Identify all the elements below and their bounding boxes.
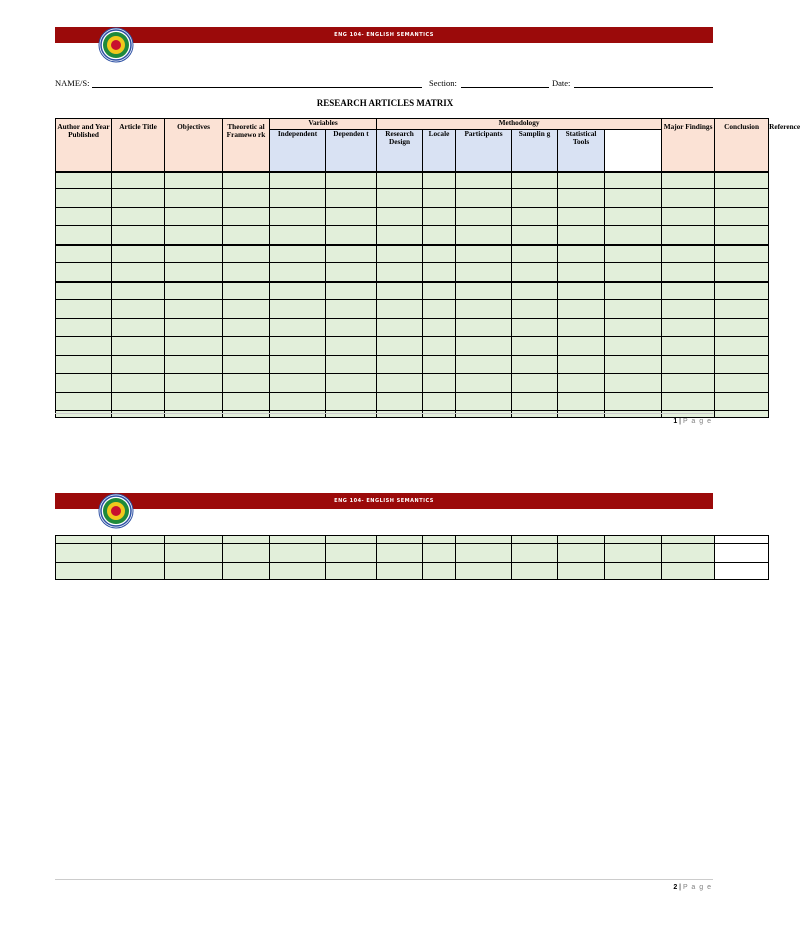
matrix-cell[interactable] <box>605 393 662 411</box>
matrix-cell[interactable] <box>326 300 377 319</box>
matrix-cell[interactable] <box>223 393 270 411</box>
matrix-cell[interactable] <box>165 536 223 544</box>
matrix-cell[interactable] <box>112 319 165 337</box>
matrix-cell[interactable] <box>605 563 662 580</box>
matrix-cell[interactable] <box>512 337 558 356</box>
matrix-cell[interactable] <box>662 300 715 319</box>
matrix-cell[interactable] <box>223 563 270 580</box>
research-articles-matrix: Author and Year Published Article Title Objectives Theoretic al Framewo rk Variables Methodology Major Findings Conclusion Reference Independent Dependen t Research Design Locale Participants Samplin g Statistical Tools <box>55 118 769 418</box>
matrix-cell[interactable] <box>56 189 112 208</box>
matrix-cell[interactable] <box>112 563 165 580</box>
matrix-cell[interactable] <box>270 536 326 544</box>
matrix-cell[interactable] <box>423 282 456 300</box>
matrix-cell[interactable] <box>558 374 605 393</box>
matrix-cell[interactable] <box>715 536 769 544</box>
matrix-cell[interactable] <box>270 544 326 563</box>
matrix-cell[interactable] <box>715 208 769 226</box>
matrix-cell[interactable] <box>715 411 769 418</box>
matrix-cell[interactable] <box>326 263 377 282</box>
matrix-cell[interactable] <box>56 393 112 411</box>
matrix-cell[interactable] <box>512 245 558 263</box>
matrix-cell[interactable] <box>326 374 377 393</box>
matrix-cell[interactable] <box>270 226 326 245</box>
school-seal-icon <box>98 505 134 529</box>
matrix-cell[interactable] <box>715 374 769 393</box>
matrix-cell[interactable] <box>715 226 769 245</box>
matrix-cell[interactable] <box>423 319 456 337</box>
matrix-cell[interactable] <box>605 374 662 393</box>
matrix-cell[interactable] <box>662 189 715 208</box>
matrix-cell[interactable] <box>270 189 326 208</box>
matrix-cell[interactable] <box>377 300 423 319</box>
matrix-cell[interactable] <box>326 282 377 300</box>
matrix-cell[interactable] <box>423 411 456 418</box>
table-row <box>56 263 769 282</box>
matrix-cell[interactable] <box>165 208 223 226</box>
matrix-cell[interactable] <box>223 544 270 563</box>
matrix-cell[interactable] <box>56 544 112 563</box>
matrix-cell[interactable] <box>662 319 715 337</box>
matrix-cell[interactable] <box>377 282 423 300</box>
matrix-cell[interactable] <box>56 226 112 245</box>
matrix-cell[interactable] <box>605 536 662 544</box>
matrix-cell[interactable] <box>56 319 112 337</box>
matrix-cell[interactable] <box>223 300 270 319</box>
matrix-cell[interactable] <box>112 208 165 226</box>
matrix-cell[interactable] <box>456 356 512 374</box>
matrix-cell[interactable] <box>558 189 605 208</box>
section-label: Section: <box>429 78 457 88</box>
matrix-cell[interactable] <box>377 172 423 189</box>
header-statistical-tools: Statistical Tools <box>558 130 605 172</box>
matrix-cell[interactable] <box>715 337 769 356</box>
matrix-cell[interactable] <box>456 411 512 418</box>
header-author: Author and Year Published <box>56 119 112 172</box>
matrix-cell[interactable] <box>558 245 605 263</box>
matrix-cell[interactable] <box>377 208 423 226</box>
matrix-cell[interactable] <box>662 536 715 544</box>
table-row <box>56 319 769 337</box>
matrix-cell[interactable] <box>377 189 423 208</box>
matrix-cell[interactable] <box>165 245 223 263</box>
matrix-cell[interactable] <box>377 263 423 282</box>
matrix-cell[interactable] <box>423 536 456 544</box>
matrix-cell[interactable] <box>423 263 456 282</box>
matrix-cell[interactable] <box>715 544 769 563</box>
header-article-title: Article Title <box>112 119 165 172</box>
matrix-cell[interactable] <box>165 563 223 580</box>
matrix-cell[interactable] <box>456 337 512 356</box>
matrix-cell[interactable] <box>112 411 165 418</box>
matrix-cell[interactable] <box>605 245 662 263</box>
matrix-cell[interactable] <box>512 356 558 374</box>
table-row <box>56 245 769 263</box>
matrix-cell[interactable] <box>223 282 270 300</box>
matrix-cell[interactable] <box>558 208 605 226</box>
matrix-cell[interactable] <box>223 208 270 226</box>
page-2-footer-rule <box>55 879 713 880</box>
matrix-cell[interactable] <box>377 356 423 374</box>
header-theoretical-framework: Theoretic al Framewo rk <box>223 119 270 172</box>
matrix-cell[interactable] <box>558 282 605 300</box>
matrix-cell[interactable] <box>165 282 223 300</box>
header-major-findings: Major Findings <box>662 119 715 172</box>
matrix-cell[interactable] <box>662 245 715 263</box>
matrix-cell[interactable] <box>605 544 662 563</box>
matrix-cell[interactable] <box>223 536 270 544</box>
table-row <box>56 282 769 300</box>
matrix-cell[interactable] <box>456 536 512 544</box>
matrix-cell[interactable] <box>558 172 605 189</box>
matrix-cell[interactable] <box>223 356 270 374</box>
matrix-cell[interactable] <box>112 374 165 393</box>
table-row <box>56 300 769 319</box>
matrix-cell[interactable] <box>423 563 456 580</box>
matrix-cell[interactable] <box>512 263 558 282</box>
matrix-cell[interactable] <box>270 374 326 393</box>
date-label: Date: <box>552 78 571 88</box>
matrix-cell[interactable] <box>662 263 715 282</box>
matrix-cell[interactable] <box>423 208 456 226</box>
matrix-cell[interactable] <box>165 189 223 208</box>
matrix-cell[interactable] <box>326 245 377 263</box>
matrix-cell[interactable] <box>456 263 512 282</box>
matrix-cell[interactable] <box>423 226 456 245</box>
school-seal-icon <box>98 39 134 63</box>
matrix-cell[interactable] <box>715 319 769 337</box>
matrix-cell[interactable] <box>715 245 769 263</box>
table-row <box>56 544 769 563</box>
header-objectives: Objectives <box>165 119 223 172</box>
matrix-cell[interactable] <box>456 172 512 189</box>
matrix-cell[interactable] <box>605 411 662 418</box>
matrix-cell[interactable] <box>377 563 423 580</box>
table-row <box>56 374 769 393</box>
matrix-cell[interactable] <box>270 282 326 300</box>
matrix-cell[interactable] <box>326 544 377 563</box>
matrix-cell[interactable] <box>456 319 512 337</box>
table-row <box>56 337 769 356</box>
matrix-cell[interactable] <box>456 282 512 300</box>
matrix-cell[interactable] <box>512 172 558 189</box>
matrix-cell[interactable] <box>165 337 223 356</box>
matrix-cell[interactable] <box>165 172 223 189</box>
matrix-cell[interactable] <box>223 374 270 393</box>
matrix-cell[interactable] <box>377 411 423 418</box>
matrix-cell[interactable] <box>112 226 165 245</box>
matrix-cell[interactable] <box>165 300 223 319</box>
matrix-cell[interactable] <box>715 563 769 580</box>
matrix-cell[interactable] <box>326 393 377 411</box>
table-row <box>56 563 769 580</box>
matrix-cell[interactable] <box>558 536 605 544</box>
matrix-cell[interactable] <box>270 263 326 282</box>
matrix-cell[interactable] <box>558 393 605 411</box>
matrix-cell[interactable] <box>715 282 769 300</box>
matrix-cell[interactable] <box>112 337 165 356</box>
matrix-cell[interactable] <box>512 563 558 580</box>
matrix-cell[interactable] <box>423 245 456 263</box>
matrix-cell[interactable] <box>512 374 558 393</box>
matrix-cell[interactable] <box>456 563 512 580</box>
matrix-cell[interactable] <box>377 337 423 356</box>
matrix-cell[interactable] <box>223 319 270 337</box>
matrix-cell[interactable] <box>165 319 223 337</box>
matrix-cell[interactable] <box>270 245 326 263</box>
header-dependent: Dependen t <box>326 130 377 172</box>
matrix-cell[interactable] <box>512 226 558 245</box>
page-1-footer-rule <box>55 413 713 414</box>
research-articles-matrix-continued <box>55 535 769 580</box>
matrix-cell[interactable] <box>558 356 605 374</box>
names-label: NAME/S: <box>55 78 90 88</box>
header-sampling: Samplin g <box>512 130 558 172</box>
matrix-cell[interactable] <box>377 245 423 263</box>
matrix-cell[interactable] <box>558 544 605 563</box>
matrix-cell[interactable] <box>223 245 270 263</box>
matrix-cell[interactable] <box>56 563 112 580</box>
matrix-cell[interactable] <box>456 393 512 411</box>
matrix-cell[interactable] <box>512 300 558 319</box>
matrix-cell[interactable] <box>605 356 662 374</box>
matrix-cell[interactable] <box>605 319 662 337</box>
date-field[interactable] <box>574 87 713 88</box>
page-1-number: 1 | P a g e <box>673 418 712 425</box>
matrix-cell[interactable] <box>512 393 558 411</box>
matrix-cell[interactable] <box>512 282 558 300</box>
matrix-cell[interactable] <box>270 337 326 356</box>
matrix-cell[interactable] <box>56 337 112 356</box>
matrix-cell[interactable] <box>512 189 558 208</box>
matrix-cell[interactable] <box>456 208 512 226</box>
matrix-cell[interactable] <box>715 263 769 282</box>
matrix-cell[interactable] <box>662 544 715 563</box>
matrix-title: RESEARCH ARTICLES MATRIX <box>316 98 454 108</box>
matrix-cell[interactable] <box>605 282 662 300</box>
matrix-cell[interactable] <box>662 393 715 411</box>
matrix-cell[interactable] <box>112 356 165 374</box>
matrix-cell[interactable] <box>715 356 769 374</box>
matrix-cell[interactable] <box>605 172 662 189</box>
matrix-cell[interactable] <box>270 208 326 226</box>
matrix-cell[interactable] <box>456 189 512 208</box>
matrix-cell[interactable] <box>223 337 270 356</box>
matrix-cell[interactable] <box>605 263 662 282</box>
matrix-cell[interactable] <box>512 208 558 226</box>
matrix-cell[interactable] <box>326 208 377 226</box>
matrix-cell[interactable] <box>423 300 456 319</box>
matrix-cell[interactable] <box>377 226 423 245</box>
header-variables: Variables <box>270 119 377 130</box>
header-participants: Participants <box>456 130 512 172</box>
matrix-cell[interactable] <box>165 411 223 418</box>
matrix-cell[interactable] <box>423 356 456 374</box>
matrix-cell[interactable] <box>456 374 512 393</box>
table-row <box>56 411 769 418</box>
matrix-cell[interactable] <box>56 172 112 189</box>
matrix-cell[interactable] <box>326 356 377 374</box>
matrix-cell[interactable] <box>558 300 605 319</box>
matrix-cell[interactable] <box>165 263 223 282</box>
header-locale: Locale <box>423 130 456 172</box>
matrix-cell[interactable] <box>605 189 662 208</box>
table-row <box>56 172 769 189</box>
matrix-cell[interactable] <box>270 172 326 189</box>
matrix-cell[interactable] <box>56 356 112 374</box>
section-field[interactable] <box>461 87 549 88</box>
matrix-cell[interactable] <box>165 356 223 374</box>
matrix-cell[interactable] <box>456 544 512 563</box>
matrix-cell[interactable] <box>56 208 112 226</box>
matrix-cell[interactable] <box>270 300 326 319</box>
matrix-cell[interactable] <box>456 300 512 319</box>
header-conclusion: Conclusion <box>715 119 769 172</box>
matrix-cell[interactable] <box>456 245 512 263</box>
matrix-cell[interactable] <box>558 226 605 245</box>
matrix-cell[interactable] <box>165 374 223 393</box>
matrix-cell[interactable] <box>558 337 605 356</box>
table-row <box>56 226 769 245</box>
matrix-cell[interactable] <box>662 374 715 393</box>
matrix-cell[interactable] <box>377 319 423 337</box>
matrix-cell[interactable] <box>377 544 423 563</box>
table-row <box>56 393 769 411</box>
matrix-cell[interactable] <box>270 411 326 418</box>
matrix-cell[interactable] <box>112 189 165 208</box>
matrix-cell[interactable] <box>270 356 326 374</box>
matrix-cell[interactable] <box>165 226 223 245</box>
table-row <box>56 356 769 374</box>
matrix-cell[interactable] <box>605 226 662 245</box>
header-independent: Independent <box>270 130 326 172</box>
matrix-cell[interactable] <box>662 356 715 374</box>
matrix-cell[interactable] <box>326 319 377 337</box>
table-row <box>56 189 769 208</box>
matrix-cell[interactable] <box>326 172 377 189</box>
matrix-cell[interactable] <box>112 282 165 300</box>
matrix-cell[interactable] <box>662 337 715 356</box>
matrix-cell[interactable] <box>605 208 662 226</box>
matrix-cell[interactable] <box>223 189 270 208</box>
matrix-cell[interactable] <box>558 563 605 580</box>
matrix-cell[interactable] <box>326 563 377 580</box>
matrix-cell[interactable] <box>512 319 558 337</box>
matrix-cell[interactable] <box>112 300 165 319</box>
matrix-cell[interactable] <box>662 282 715 300</box>
matrix-cell[interactable] <box>112 393 165 411</box>
matrix-cell[interactable] <box>165 393 223 411</box>
matrix-cell[interactable] <box>662 172 715 189</box>
matrix-cell[interactable] <box>715 393 769 411</box>
matrix-cell[interactable] <box>662 563 715 580</box>
matrix-cell[interactable] <box>662 411 715 418</box>
course-banner-page-2: ENG 104- ENGLISH SEMANTICS <box>55 493 713 509</box>
matrix-cell[interactable] <box>326 189 377 208</box>
matrix-cell[interactable] <box>270 319 326 337</box>
matrix-cell[interactable] <box>423 374 456 393</box>
matrix-cell[interactable] <box>715 172 769 189</box>
matrix-cell[interactable] <box>662 208 715 226</box>
matrix-cell[interactable] <box>423 337 456 356</box>
matrix-cell[interactable] <box>662 226 715 245</box>
matrix-cell[interactable] <box>112 544 165 563</box>
matrix-cell[interactable] <box>605 337 662 356</box>
course-banner: ENG 104- ENGLISH SEMANTICS <box>55 27 713 43</box>
matrix-cell[interactable] <box>377 536 423 544</box>
matrix-cell[interactable] <box>270 563 326 580</box>
matrix-cell[interactable] <box>423 544 456 563</box>
matrix-cell[interactable] <box>715 189 769 208</box>
matrix-cell[interactable] <box>223 411 270 418</box>
matrix-cell[interactable] <box>112 536 165 544</box>
matrix-cell[interactable] <box>456 226 512 245</box>
matrix-cell[interactable] <box>56 411 112 418</box>
matrix-cell[interactable] <box>326 536 377 544</box>
header-methodology: Methodology <box>377 119 662 130</box>
matrix-cell[interactable] <box>270 393 326 411</box>
matrix-cell[interactable] <box>56 245 112 263</box>
matrix-cell[interactable] <box>558 411 605 418</box>
matrix-cell[interactable] <box>423 393 456 411</box>
page-2-number: 2 | P a g e <box>673 884 712 891</box>
header-research-design: Research Design <box>377 130 423 172</box>
matrix-cell[interactable] <box>112 263 165 282</box>
matrix-cell[interactable] <box>56 374 112 393</box>
matrix-cell[interactable] <box>512 544 558 563</box>
names-field[interactable] <box>92 87 422 88</box>
matrix-cell[interactable] <box>326 337 377 356</box>
matrix-cell[interactable] <box>715 300 769 319</box>
matrix-cell[interactable] <box>558 263 605 282</box>
matrix-cell[interactable] <box>423 172 456 189</box>
matrix-cell[interactable] <box>512 411 558 418</box>
matrix-cell[interactable] <box>223 226 270 245</box>
matrix-cell[interactable] <box>56 263 112 282</box>
matrix-cell[interactable] <box>56 536 112 544</box>
matrix-cell[interactable] <box>56 300 112 319</box>
matrix-cell[interactable] <box>112 245 165 263</box>
matrix-cell[interactable] <box>223 263 270 282</box>
table-row <box>56 536 769 544</box>
matrix-cell[interactable] <box>377 393 423 411</box>
matrix-cell[interactable] <box>223 172 270 189</box>
matrix-cell[interactable] <box>512 536 558 544</box>
matrix-cell[interactable] <box>326 411 377 418</box>
matrix-cell[interactable] <box>56 282 112 300</box>
matrix-cell[interactable] <box>605 300 662 319</box>
matrix-cell[interactable] <box>165 544 223 563</box>
matrix-cell[interactable] <box>326 226 377 245</box>
matrix-cell[interactable] <box>558 319 605 337</box>
matrix-cell[interactable] <box>112 172 165 189</box>
matrix-cell[interactable] <box>423 189 456 208</box>
student-info-line <box>55 78 715 92</box>
matrix-cell[interactable] <box>377 374 423 393</box>
table-row <box>56 208 769 226</box>
